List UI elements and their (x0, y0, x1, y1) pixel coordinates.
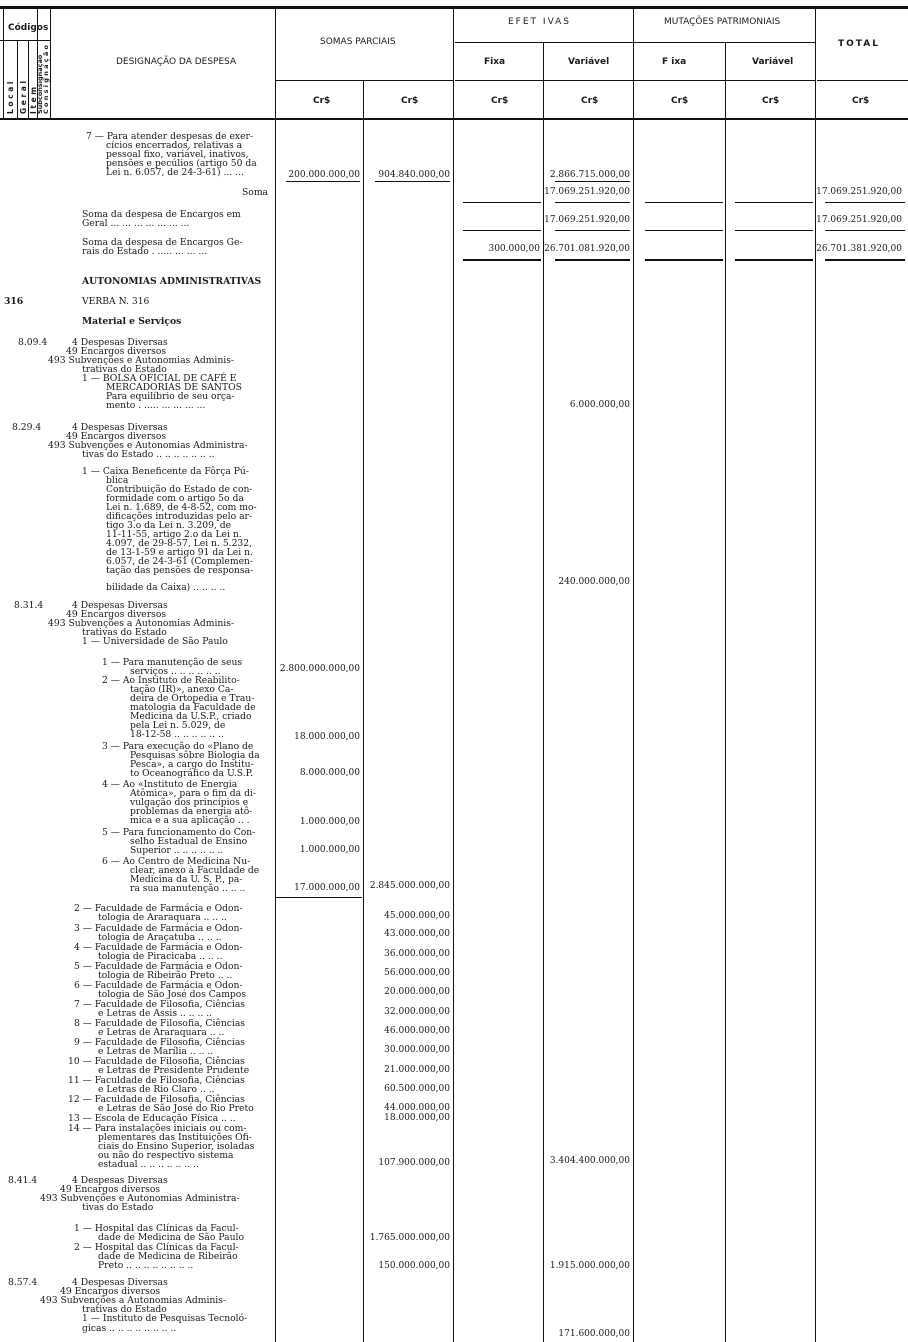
desc-line: 493 Subvenções a Autonomias Adminis- (48, 618, 235, 629)
efetivas-heading: EFET IVAS (508, 17, 572, 27)
desc-line: e Letras de Assis .. .. .. .. (98, 1008, 213, 1019)
desc-line: 13 — Escola de Educação Física .. .. (68, 1113, 236, 1124)
amount-somas-b: 150.000.000,00 (378, 1261, 450, 1271)
amount-variavel: 17.069.251.920,00 (544, 187, 630, 197)
amount-somas-b: 2.845.000.000,00 (369, 881, 450, 891)
desc-line: tologia de Araçatuba .. .. .. (98, 932, 222, 943)
desc-line: Pesquisas sôbre Biologia da (130, 750, 260, 761)
sum-rule (555, 181, 630, 182)
amount-somas-b: 45.000.000,00 (384, 911, 450, 921)
amount-somas-b: 21.000.000,00 (384, 1065, 450, 1075)
sum-rule (286, 181, 360, 182)
amount-variavel: 6.000.000,00 (569, 400, 630, 410)
desc-line: to Oceanográfico da U.S.P. (130, 768, 253, 779)
desc-line: tação das pensões de responsa- (106, 565, 254, 576)
desc-line: Soma da despesa de Encargos Ge- (82, 237, 243, 248)
desc-heading: AUTONOMIAS ADMINISTRATIVAS (82, 276, 262, 287)
desc-line: MERCADORIAS DE SANTOS (106, 382, 242, 393)
sum-rule (825, 202, 905, 203)
desc-line: 6 — Ao Centro de Medicina Nu- (102, 856, 251, 867)
currency-somas-a: Cr$ (313, 96, 331, 106)
desc-line: 1 — Instituto de Pesquisas Tecnoló- (82, 1313, 248, 1324)
desc-line: rais do Estado . ..... ... ... ... (82, 246, 208, 257)
amount-somas-b: 46.000.000,00 (384, 1026, 450, 1036)
amount-variavel: 3.404.400.000,00 (549, 1156, 630, 1166)
efetivas-underline (455, 42, 815, 43)
desc-line: Soma (242, 187, 269, 198)
code-8-31-4: 8.31.4 (14, 600, 44, 611)
desc-line: 14 — Para instalações iniciais ou com- (68, 1123, 247, 1134)
desc-line: Preto .. .. .. .. .. .. .. .. (98, 1260, 194, 1271)
sum-rule (555, 202, 630, 203)
desc-line: 1 — Hospital das Clínicas da Facul- (74, 1223, 239, 1234)
desc-line: trativas do Estado (82, 364, 167, 375)
desc-line: 5 — Para funcionamento do Con- (102, 827, 256, 838)
desc-line: formidade com o artigo 5o da (106, 493, 244, 504)
desc-line: 2 — Hospital das Clínicas da Facul- (74, 1242, 239, 1253)
amount-variavel: 2.866.715.000,00 (549, 170, 630, 180)
amount-somas-b: 56.000.000,00 (384, 968, 450, 978)
amount-somas-a: 8.000.000,00 (299, 768, 360, 778)
desc-line: pela Lei n. 5.029, de (130, 720, 226, 731)
header-bottom-rule (0, 118, 908, 120)
col-line-mut-var (725, 42, 726, 1342)
desc-line: 8 — Faculdade de Filosofia, Ciências (74, 1018, 246, 1029)
col-line-geral (17, 40, 18, 119)
amount-variavel: 1.915.000.000,00 (549, 1261, 630, 1271)
desc-line: 6 — Faculdade de Farmácia e Odon- (74, 980, 243, 991)
desc-line: 49 Encargos diversos (66, 609, 167, 620)
double-rule (645, 259, 723, 261)
item-label: I t e m (29, 86, 38, 114)
sum-rule (645, 230, 723, 231)
total-heading: TOTAL (838, 39, 880, 49)
col-line-var (543, 42, 544, 1342)
desc-line: 7 — Para atender despesas de exer- (86, 131, 254, 142)
desc-line: Medicina da U.S.P., criado (130, 711, 252, 722)
code-8-57-4: 8.57.4 (8, 1277, 38, 1288)
consignacao-label: C o n s i g n a ç ã o (42, 45, 50, 114)
code-316: 316 (4, 296, 24, 307)
total-underline (817, 80, 908, 81)
desc-line: 10 — Faculdade de Filosofia, Ciências (68, 1056, 245, 1067)
sum-rule (276, 897, 362, 898)
amount-somas-b: 30.000.000,00 (384, 1045, 450, 1055)
col-line-mut (633, 9, 634, 1342)
desc-line: pensões e pecúlios (artigo 50 da (106, 158, 257, 169)
desc-line: Superior .. .. .. .. .. .. (130, 845, 224, 856)
desc-line: e Letras de Araraquara .. .. (98, 1027, 225, 1038)
desc-line: Medicina da U. S. P., pa- (130, 874, 243, 885)
desc-line: 493 Subvenções e Autonomias Adminis- (48, 355, 235, 366)
desc-line: Lei n. 6.057, de 24-3-61) ... ... (106, 167, 244, 178)
desc-line: 11-11-55, artigo 2.o da Lei n. (106, 529, 242, 540)
col-line-cons (50, 9, 51, 119)
code-8-09-4: 8.09.4 (18, 337, 48, 348)
amount-total: 17.069.251.920,00 (816, 215, 902, 225)
desc-line: blica (106, 475, 129, 486)
desc-line: tologia de Piracicaba .. .. .. (98, 951, 223, 962)
desc-line: matologia da Faculdade de (130, 702, 256, 713)
desc-line: 11 — Faculdade de Filosofia, Ciências (68, 1075, 245, 1086)
desc-line: Lei n. 1.689, de 4-8-52, com mo- (106, 502, 257, 513)
codigos-label: Códigos (8, 23, 49, 33)
amount-variavel: 26.701.081.920,00 (544, 244, 630, 254)
double-rule (463, 259, 541, 261)
amount-somas-b: 43.000.000,00 (384, 929, 450, 939)
desc-line: 49 Encargos diversos (60, 1286, 161, 1297)
amount-variavel: 171.600.000,00 (558, 1329, 630, 1339)
amount-somas-a: 1.000.000,00 (299, 845, 360, 855)
desc-line: 1 — Para manutenção de seus (102, 657, 243, 668)
somas-parciais-heading: SOMAS PARCIAIS (320, 37, 396, 47)
efetivas-variavel-heading: Variável (568, 57, 610, 67)
desc-line: e Letras de Marília .. .. .. (98, 1046, 214, 1057)
desc-line: ra sua manutenção .. .. .. (130, 883, 246, 894)
desc-line: problemas da energia atô- (130, 806, 253, 817)
amount-total: 26.701.381.920,00 (816, 244, 902, 254)
col-line-somas-mid (363, 80, 364, 1342)
col-line-design (275, 9, 276, 1342)
desc-line: vulgação dos princípios e (130, 797, 249, 808)
desc-line: Para equilíbrio de seu orça- (106, 391, 235, 402)
desc-line: 7 — Faculdade de Filosofia, Ciências (74, 999, 246, 1010)
amount-somas-b: 44.000.000,00 (384, 1103, 450, 1113)
amount-variavel: 240.000.000,00 (558, 577, 630, 587)
amount-somas-b: 107.900.000,00 (378, 1158, 450, 1168)
desc-line: clear, anexo à Faculdade de (130, 865, 260, 876)
desc-line: 1 — Universidade de São Paulo (82, 636, 228, 647)
desc-line: 18-12-58 .. .. .. .. .. .. (130, 729, 224, 740)
desc-line: deira de Ortopedia e Trau- (130, 693, 255, 704)
amount-somas-b: 904.840.000,00 (378, 170, 450, 180)
desc-line: Soma da despesa de Encargos em (82, 209, 241, 220)
desc-line: selho Estadual de Ensino (130, 836, 248, 847)
desc-line: 9 — Faculdade de Filosofia, Ciências (74, 1037, 246, 1048)
desc-line: tologia de São José dos Campos (98, 989, 247, 1000)
desc-line: ou não do respectivo sistema (98, 1150, 234, 1161)
code-8-41-4: 8.41.4 (8, 1175, 38, 1186)
desc-line: 4 Despesas Diversas (72, 422, 168, 433)
mutacoes-fixa-heading: F ixa (662, 57, 687, 67)
sum-rule (463, 230, 541, 231)
desc-line: 12 — Faculdade de Filosofia, Ciências (68, 1094, 245, 1105)
desc-line: 3 — Para execução do «Plano de (102, 741, 254, 752)
subconsignacao-label: Subconsignação (36, 54, 44, 114)
codes-underline (0, 40, 50, 41)
desc-line: 6.057, de 24-3-61 (Complemen- (106, 556, 254, 567)
desc-line: tivas do Estado .. .. .. .. .. .. .. (82, 449, 215, 460)
desc-line: trativas do Estado (82, 627, 167, 638)
desc-line: bilidade da Caixa) .. .. .. .. (106, 582, 226, 593)
desc-line: tologia de Ribeirão Preto .. .. (98, 970, 233, 981)
desc-line: tivas do Estado (82, 1202, 154, 1213)
double-rule (735, 259, 813, 261)
mutacoes-variavel-heading: Variável (752, 57, 794, 67)
code-8-29-4: 8.29.4 (12, 422, 42, 433)
desc-line: VERBA N. 316 (82, 296, 150, 307)
sum-rule (825, 230, 905, 231)
sum-rule (735, 230, 813, 231)
amount-variavel: 17.069.251.920,00 (544, 215, 630, 225)
desc-line: 493 Subvenções a Autonomias Adminis- (40, 1295, 227, 1306)
desc-line: trativas do Estado (82, 1304, 167, 1315)
currency-variavel: Cr$ (581, 96, 599, 106)
amount-fixa: 300.000,00 (488, 244, 540, 254)
desc-line: mento . ..... ... ... ... ... (106, 400, 206, 411)
desc-line: pessoal fixo, variável, inativos, (106, 149, 249, 160)
desc-line: 49 Encargos diversos (60, 1184, 161, 1195)
double-rule (555, 259, 630, 261)
desc-line: 2 — Faculdade de Farmácia e Odon- (74, 903, 243, 914)
top-rule (0, 6, 908, 9)
desc-line: Atômica», para o fim da di- (130, 788, 256, 799)
desc-line: dificações introduzidas pelo ar- (106, 511, 253, 522)
desc-line: e Letras de Rio Claro .. .. (98, 1084, 215, 1095)
local-label: L o c a l (6, 81, 15, 114)
desc-line: 1 — BOLSA OFICIAL DE CAFÉ E (82, 373, 237, 384)
desc-line: 4 — Faculdade de Farmácia e Odon- (74, 942, 243, 953)
amount-total: 17.069.251.920,00 (816, 187, 902, 197)
desc-line: e Letras de São José do Rio Preto (98, 1103, 254, 1114)
amount-somas-b: 1.765.000.000,00 (369, 1233, 450, 1243)
subheader-underline (455, 80, 815, 81)
currency-mut-variavel: Cr$ (762, 96, 780, 106)
designacao-heading: DESIGNAÇÃO DA DESPESA (116, 57, 237, 67)
desc-line: de 13-1-59 e artigo 91 da Lei n. (106, 547, 253, 558)
desc-line: Geral ... ... ... ... ... ... ... (82, 218, 190, 229)
desc-line: 493 Subvenções e Autonomias Administra- (48, 440, 248, 451)
efetivas-fixa-heading: Fixa (484, 57, 506, 67)
amount-somas-b: 18.000.000,00 (384, 1113, 450, 1123)
currency-total: Cr$ (852, 96, 870, 106)
amount-somas-a: 200.000.000,00 (288, 170, 360, 180)
desc-line: 1 — Caixa Beneficente da Fôrça Pú- (82, 466, 249, 477)
desc-line: 49 Encargos diversos (66, 431, 167, 442)
desc-line: 4 Despesas Diversas (72, 600, 168, 611)
amount-somas-a: 2.800.000.000,00 (279, 664, 360, 674)
desc-line: Contribuição do Estado de con- (106, 484, 253, 495)
desc-line: 5 — Faculdade de Farmácia e Odon- (74, 961, 243, 972)
desc-line: tigo 3.o da Lei n. 3.209, de (106, 520, 232, 531)
sum-rule (375, 181, 450, 182)
desc-line: 493 Subvenções e Autonomias Administra- (40, 1193, 240, 1204)
sum-rule (735, 202, 813, 203)
col-line-total (815, 9, 816, 1342)
desc-line: 4 — Ao «Instituto de Energia (102, 779, 238, 790)
geral-label: G e r a l (19, 80, 28, 114)
col-line-efetivas (453, 9, 454, 1342)
desc-line: mica e a sua aplicação .. . (130, 815, 250, 826)
desc-line: cícios encerrados, relativas a (106, 140, 243, 151)
col-line-codes (3, 9, 4, 119)
sum-rule (463, 202, 541, 203)
currency-mut-fixa: Cr$ (671, 96, 689, 106)
amount-somas-a: 17.000.000,00 (294, 883, 360, 893)
desc-line: Material e Serviços (82, 316, 182, 327)
desc-line: 4 Despesas Diversas (72, 1175, 168, 1186)
desc-line: plementares das Instituições Ofi- (98, 1132, 252, 1143)
desc-line: Pesca», a cargo do Institu- (130, 759, 254, 770)
currency-fixa: Cr$ (491, 96, 509, 106)
desc-line: 4.097, de 29-8-57, Lei n. 5.232, (106, 538, 253, 549)
desc-line: dade de Medicina de Ribeirão (98, 1251, 238, 1262)
desc-line: 3 — Faculdade de Farmácia e Odon- (74, 923, 243, 934)
double-rule (825, 259, 905, 261)
desc-line: ciais do Ensino Superior, isoladas (98, 1141, 255, 1152)
amount-somas-a: 1.000.000,00 (299, 817, 360, 827)
desc-line: 49 Encargos diversos (66, 346, 167, 357)
currency-somas-b: Cr$ (401, 96, 419, 106)
amount-somas-b: 32.000.000,00 (384, 1007, 450, 1017)
desc-line: serviços .. .. .. .. .. .. (130, 666, 221, 677)
amount-somas-b: 20.000.000,00 (384, 987, 450, 997)
desc-line: e Letras de Presidente Prudente (98, 1065, 250, 1076)
desc-line: gicas .. .. .. .. .. .. .. .. (82, 1323, 177, 1334)
amount-somas-a: 18.000.000,00 (294, 732, 360, 742)
desc-line: 4 Despesas Diversas (72, 1277, 168, 1288)
desc-line: 4 Despesas Diversas (72, 337, 168, 348)
amount-somas-b: 60.500.000,00 (384, 1084, 450, 1094)
desc-line: estadual .. .. .. .. .. .. .. (98, 1159, 199, 1170)
desc-line: tação (IR)», anexo Ca- (130, 684, 234, 695)
mutacoes-heading: MUTAÇÕES PATRIMONIAIS (664, 17, 781, 27)
amount-somas-b: 36.000.000,00 (384, 949, 450, 959)
somas-underline (275, 80, 453, 81)
sum-rule (555, 230, 630, 231)
desc-line: tologia de Araraquara .. .. .. (98, 912, 227, 923)
desc-line: 2 — Ao Instituto de Reabilito- (102, 675, 240, 686)
sum-rule (645, 202, 723, 203)
desc-line: dade de Medicina de São Paulo (98, 1232, 244, 1243)
